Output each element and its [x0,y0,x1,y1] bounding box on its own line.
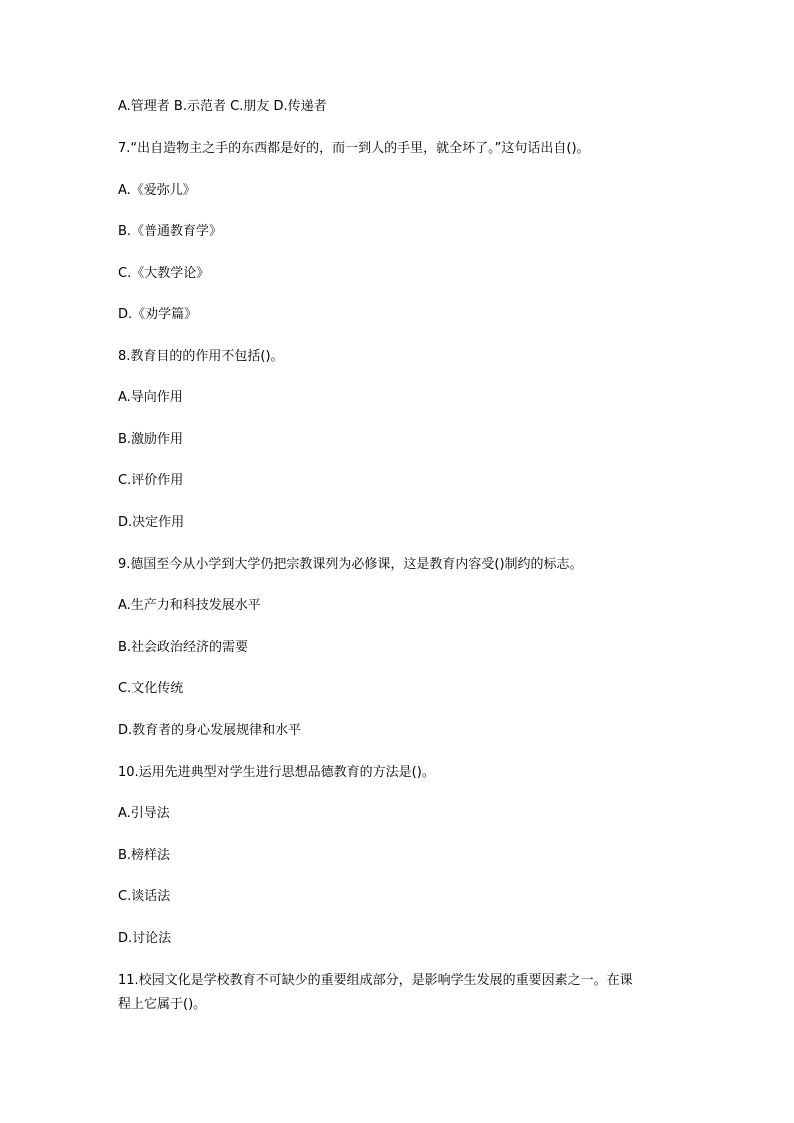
q7-option-c: C.《大教学论》 [118,266,210,281]
q7-option-a: A.《爱弥儿》 [118,183,196,198]
q7-option-b: B.《普通教育学》 [118,224,223,239]
question-9: 9.德国至今从小学到大学仍把宗教课列为必修课，这是教育内容受()制约的标志。 [118,557,583,572]
q10-option-b: B.榜样法 [118,848,171,863]
q8-option-d: D.决定作用 [118,515,185,530]
question-7: 7.“出自造物主之手的东西都是好的，而一到人的手里，就全坏了。”这句话出自()。 [118,141,590,156]
question-8: 8.教育目的的作用不包括()。 [118,349,284,364]
q9-option-a: A.生产力和科技发展水平 [118,598,261,613]
q8-option-b: B.激励作用 [118,432,184,447]
question-11-line-1: 11.校园文化是学校教育不可缺少的重要组成部分，是影响学生发展的重要因素之一。在课 [118,973,633,988]
q8-option-a: A.导向作用 [118,390,183,405]
q10-option-c: C.谈话法 [118,889,171,904]
q9-option-b: B.社会政治经济的需要 [118,640,249,655]
q7-option-d: D.《劝学篇》 [118,307,198,322]
question-10: 10.运用先进典型对学生进行思想品德教育的方法是()。 [118,765,435,780]
q6-options: A.管理者 B.示范者 C.朋友 D.传递者 [118,99,327,114]
q9-option-c: C.文化传统 [118,681,184,696]
q9-option-d: D.教育者的身心发展规律和水平 [118,723,302,738]
question-11-line-2: 程上它属于()。 [118,997,207,1012]
q8-option-c: C.评价作用 [118,473,184,488]
q10-option-a: A.引导法 [118,806,170,821]
q10-option-d: D.讨论法 [118,931,172,946]
